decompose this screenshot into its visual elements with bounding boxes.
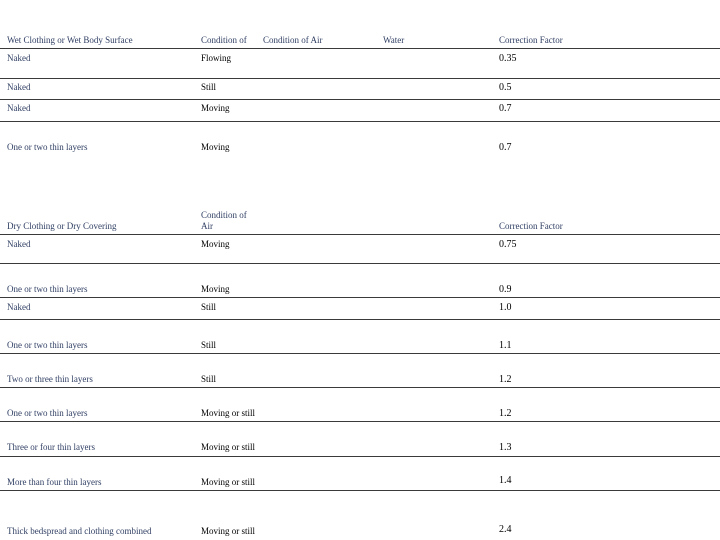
- table-row-condition: Moving or still: [201, 526, 256, 536]
- table-row-condition: Moving or still: [201, 477, 256, 487]
- dry-header-surface: Dry Clothing or Dry Covering: [7, 221, 117, 231]
- divider: [0, 263, 720, 264]
- divider: [0, 121, 720, 122]
- dry-header-factor: Correction Factor: [499, 221, 563, 231]
- divider: [0, 48, 720, 49]
- wet-header-surface: Wet Clothing or Wet Body Surface: [7, 35, 133, 45]
- table-row-condition: Still: [201, 302, 217, 312]
- wet-header-water: Water: [383, 35, 405, 45]
- table-row-surface: Naked: [7, 82, 31, 92]
- table-row-condition: Moving: [201, 239, 230, 249]
- table-row-surface: Three or four thin layers: [7, 442, 95, 452]
- divider: [0, 421, 720, 422]
- wet-header-condition-air: Condition of Air: [263, 35, 323, 45]
- wet-header-factor: Correction Factor: [499, 35, 563, 45]
- table-row-surface: One or two thin layers: [7, 340, 88, 350]
- table-row-factor: 0.75: [499, 239, 517, 250]
- table-row-factor: 2.4: [499, 524, 512, 535]
- table-row-surface: One or two thin layers: [7, 284, 88, 294]
- table-row-surface: Naked: [7, 302, 31, 312]
- dry-header-condition-line2: Air: [201, 221, 213, 231]
- table-row-surface: Naked: [7, 103, 31, 113]
- table-row-condition: Flowing: [201, 53, 232, 63]
- table-row-condition: Moving: [201, 103, 230, 113]
- table-row-condition: Moving or still: [201, 408, 256, 418]
- table-row-condition: Still: [201, 340, 217, 350]
- table-row-factor: 1.3: [499, 442, 512, 453]
- divider: [0, 319, 720, 320]
- table-row-factor: 0.7: [499, 142, 512, 153]
- divider: [0, 99, 720, 100]
- divider: [0, 234, 720, 235]
- table-row-surface: One or two thin layers: [7, 408, 88, 418]
- table-row-surface: Naked: [7, 239, 31, 249]
- table-row-factor: 1.0: [499, 302, 512, 313]
- table-row-factor: 0.35: [499, 53, 517, 64]
- table-row-surface: Two or three thin layers: [7, 374, 93, 384]
- table-row-factor: 1.1: [499, 340, 512, 351]
- table-row-condition: Still: [201, 374, 217, 384]
- table-row-surface: One or two thin layers: [7, 142, 88, 152]
- table-row-surface: More than four thin layers: [7, 477, 102, 487]
- table-row-condition: Moving: [201, 142, 230, 152]
- divider: [0, 297, 720, 298]
- divider: [0, 490, 720, 491]
- table-row-surface: Naked: [7, 53, 31, 63]
- wet-header-condition-water: Condition of: [201, 35, 247, 45]
- divider: [0, 78, 720, 79]
- table-row-factor: 1.2: [499, 374, 512, 385]
- table-row-factor: 0.7: [499, 103, 512, 114]
- table-row-factor: 0.5: [499, 82, 512, 93]
- divider: [0, 353, 720, 354]
- divider: [0, 387, 720, 388]
- divider: [0, 456, 720, 457]
- table-row-surface: Thick bedspread and clothing combined: [7, 526, 152, 536]
- table-row-factor: 1.2: [499, 408, 512, 419]
- table-row-condition: Moving or still: [201, 442, 256, 452]
- table-row-factor: 1.4: [499, 475, 512, 486]
- table-row-condition: Still: [201, 82, 217, 92]
- dry-header-condition-line1: Condition of: [201, 210, 247, 220]
- table-row-factor: 0.9: [499, 284, 512, 295]
- table-row-condition: Moving: [201, 284, 230, 294]
